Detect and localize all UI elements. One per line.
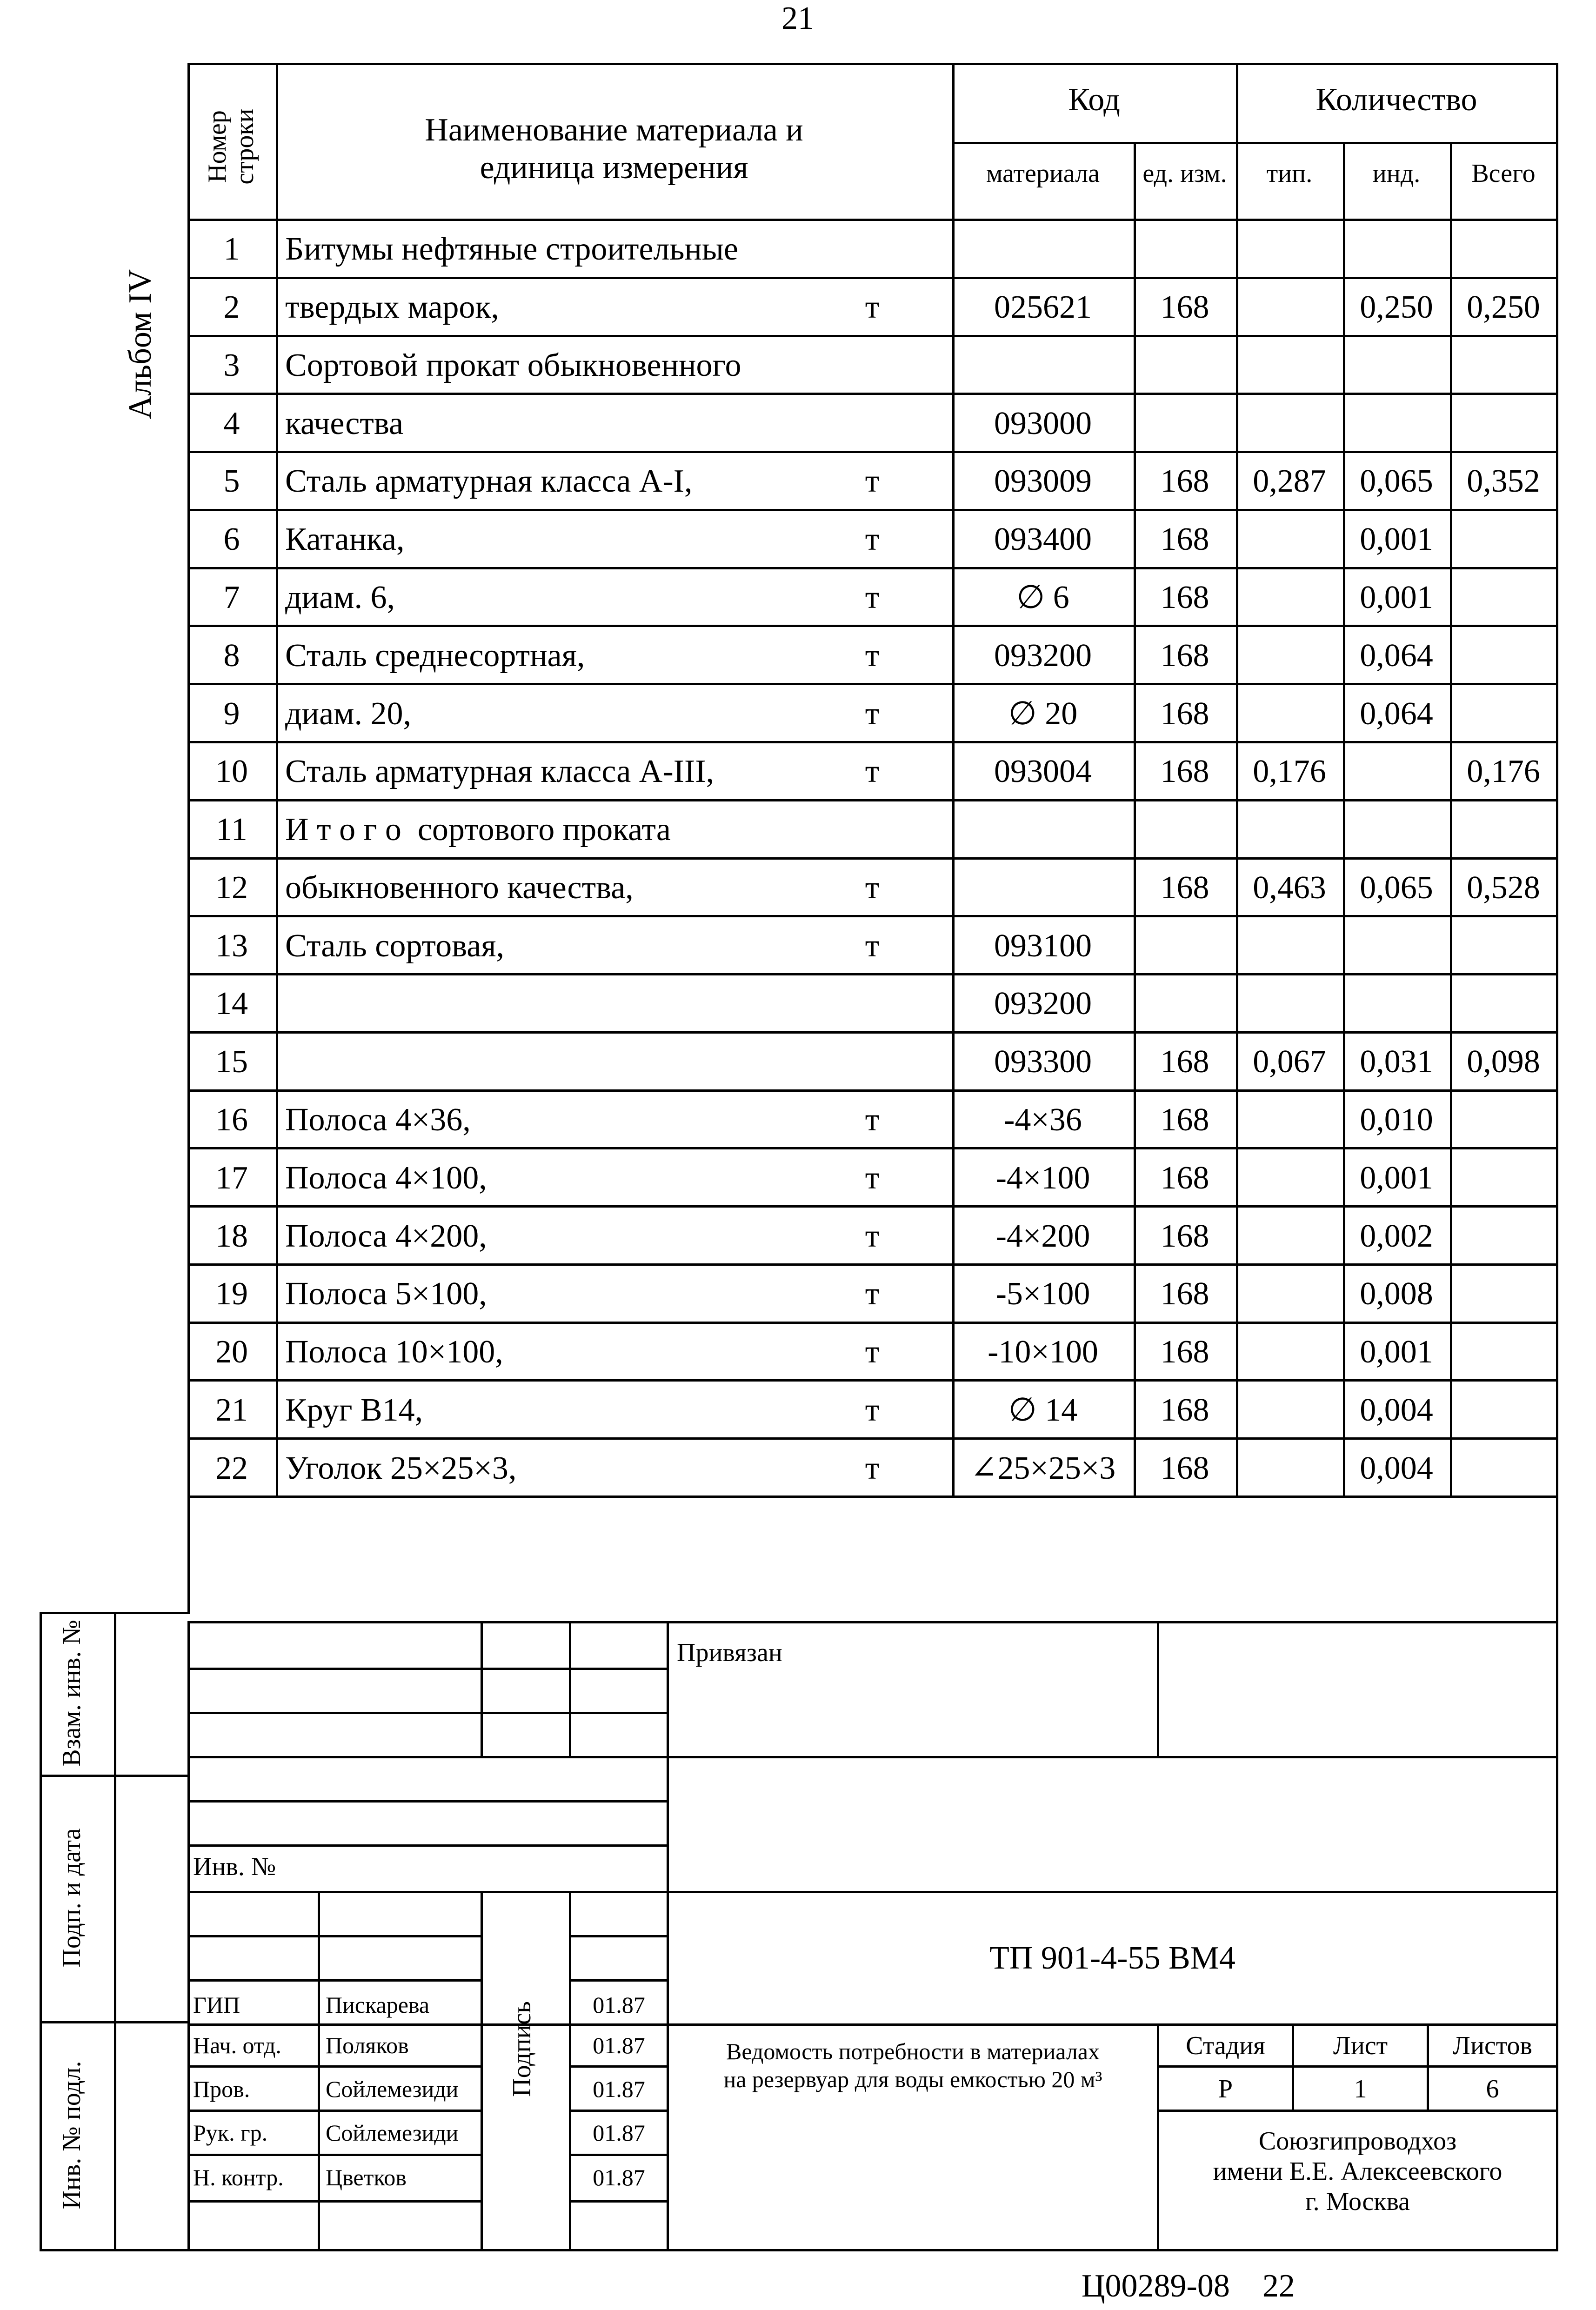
row-number: 19 — [215, 1276, 248, 1312]
row-number: 7 — [223, 580, 240, 615]
signer-role: Н. контр. — [193, 2164, 284, 2190]
row-unit-code: 168 — [1160, 696, 1209, 732]
row-code: 093200 — [994, 638, 1092, 674]
row-qty-total: 0,176 — [1467, 754, 1540, 789]
row-qty-ind: 0,064 — [1360, 638, 1433, 674]
row-unit-code: 168 — [1160, 754, 1209, 789]
row-unit: т — [865, 638, 880, 674]
header-row-number: Номер строки — [203, 108, 259, 185]
header-name: Наименование материала и единица измерения — [425, 112, 803, 186]
header-code-material: материала — [986, 159, 1100, 188]
sheets-value: 6 — [1486, 2075, 1499, 2103]
row-unit-code: 168 — [1160, 1334, 1209, 1370]
row-unit-code: 168 — [1160, 1160, 1209, 1196]
row-qty-typ: 0,067 — [1253, 1044, 1326, 1080]
row-qty-ind: 0,001 — [1360, 1160, 1433, 1196]
row-qty-ind: 0,031 — [1360, 1044, 1433, 1080]
privyazan-label: Привязан — [677, 1638, 782, 1667]
header-qty-ind: инд. — [1372, 159, 1421, 188]
row-qty-ind: 0,001 — [1360, 1334, 1433, 1370]
row-unit: т — [865, 1276, 880, 1312]
row-number: 4 — [223, 406, 240, 441]
row-name: Битумы нефтяные строительные — [285, 231, 738, 267]
header-quantity: Количество — [1316, 82, 1477, 118]
signer-role: Пров. — [193, 2076, 250, 2102]
row-code: -5×100 — [995, 1276, 1090, 1312]
row-unit-code: 168 — [1160, 1392, 1209, 1428]
row-number: 3 — [223, 347, 240, 383]
row-name: Сортовой прокат обыкновенного — [285, 347, 741, 383]
header-qty-typ: тип. — [1266, 159, 1313, 188]
signer-date: 01.87 — [593, 1992, 645, 2018]
row-number: 22 — [215, 1450, 248, 1486]
signer-date: 01.87 — [593, 2164, 645, 2190]
row-name: Сталь среднесортная, — [285, 638, 585, 674]
row-code: 093000 — [994, 406, 1092, 441]
row-number: 15 — [215, 1044, 248, 1080]
row-number: 13 — [215, 928, 248, 964]
row-name: обыкновенного качества, — [285, 870, 634, 906]
row-unit: т — [865, 1392, 880, 1428]
row-unit-code: 168 — [1160, 580, 1209, 615]
signer-role: ГИП — [193, 1992, 240, 2018]
row-unit-code: 168 — [1160, 463, 1209, 499]
row-unit-code: 168 — [1160, 638, 1209, 674]
row-name: Полоса 4×100, — [285, 1160, 487, 1196]
row-code: -4×200 — [995, 1218, 1090, 1254]
row-name: И т о г о сортового проката — [285, 812, 671, 848]
row-qty-ind: 0,010 — [1360, 1102, 1433, 1138]
row-name: Полоса 5×100, — [285, 1276, 487, 1312]
row-unit-code: 168 — [1160, 870, 1209, 906]
org-line2: имени Е.Е. Алексеевского — [1213, 2157, 1503, 2186]
row-qty-total: 0,352 — [1467, 463, 1540, 499]
row-number: 2 — [223, 289, 240, 325]
row-code: 093100 — [994, 928, 1092, 964]
row-unit-code: 168 — [1160, 1450, 1209, 1486]
sheets-label: Листов — [1453, 2031, 1532, 2060]
signer-name: Сойлемезиди — [326, 2076, 459, 2102]
row-name: Сталь арматурная класса А-III, — [285, 754, 715, 789]
row-unit: т — [865, 289, 880, 325]
row-name: Уголок 25×25×3, — [285, 1450, 517, 1486]
sheet-label: Лист — [1333, 2031, 1388, 2060]
signer-name: Пискарева — [326, 1992, 430, 2018]
row-unit-code: 168 — [1160, 1044, 1209, 1080]
header-code-unit: ед. изм. — [1142, 159, 1227, 188]
row-qty-typ: 0,287 — [1253, 463, 1326, 499]
inv-no-label: Инв. № — [193, 1852, 276, 1881]
row-unit: т — [865, 928, 880, 964]
row-number: 10 — [215, 754, 248, 789]
row-code: 093300 — [994, 1044, 1092, 1080]
stamp-podp: Подп. и дата — [57, 1828, 86, 1968]
row-unit: т — [865, 521, 880, 557]
row-qty-typ: 0,176 — [1253, 754, 1326, 789]
document-title-line2: на резервуар для воды емкостью 20 м³ — [723, 2066, 1102, 2092]
row-name: Сталь арматурная класса А-I, — [285, 463, 693, 499]
org-line3: г. Москва — [1305, 2187, 1410, 2216]
row-unit: т — [865, 870, 880, 906]
document-title-line1: Ведомость потребности в материалах — [726, 2038, 1100, 2064]
row-unit-code: 168 — [1160, 1218, 1209, 1254]
row-number: 16 — [215, 1102, 248, 1138]
signer-name: Поляков — [326, 2032, 409, 2058]
row-name: диам. 6, — [285, 580, 395, 615]
row-name: Круг В14, — [285, 1392, 423, 1428]
stage-label: Стадия — [1186, 2031, 1265, 2060]
row-name: твердых марок, — [285, 289, 499, 325]
row-name: Катанка, — [285, 521, 405, 557]
stamp-vzam: Взам. инв. № — [57, 1620, 86, 1767]
signer-date: 01.87 — [593, 2120, 645, 2146]
stage-value: Р — [1218, 2075, 1233, 2103]
row-number: 18 — [215, 1218, 248, 1254]
row-number: 14 — [215, 986, 248, 1021]
row-qty-ind: 0,001 — [1360, 580, 1433, 615]
header-code: Код — [1068, 82, 1120, 118]
row-unit-code: 168 — [1160, 1276, 1209, 1312]
row-unit: т — [865, 580, 880, 615]
row-unit: т — [865, 754, 880, 789]
row-name: Полоса 4×36, — [285, 1102, 471, 1138]
album-label: Альбом IV — [122, 269, 158, 420]
row-code: -10×100 — [988, 1334, 1098, 1370]
stamp-inv: Инв. № подл. — [57, 2061, 86, 2210]
row-unit: т — [865, 1160, 880, 1196]
row-name: диам. 20, — [285, 696, 411, 732]
row-unit: т — [865, 1450, 880, 1486]
row-code: ∅ 14 — [1008, 1392, 1078, 1428]
podpis-label: Подпись — [508, 2001, 536, 2097]
row-unit-code: 168 — [1160, 521, 1209, 557]
document-code: ТП 901-4-55 ВМ4 — [989, 1940, 1235, 1976]
row-qty-ind: 0,064 — [1360, 696, 1433, 732]
row-code: ∅ 20 — [1008, 696, 1078, 732]
row-qty-ind: 0,002 — [1360, 1218, 1433, 1254]
signer-name: Цветков — [326, 2164, 407, 2190]
row-qty-ind: 0,250 — [1360, 289, 1433, 325]
row-number: 17 — [215, 1160, 248, 1196]
row-unit: т — [865, 1334, 880, 1370]
row-number: 1 — [223, 231, 240, 267]
row-name: Полоса 4×200, — [285, 1218, 487, 1254]
row-number: 21 — [215, 1392, 248, 1428]
row-unit-code: 168 — [1160, 1102, 1209, 1138]
row-code: -4×36 — [1004, 1102, 1082, 1138]
org-line1: Союзгипроводхоз — [1258, 2127, 1457, 2156]
row-qty-ind: 0,004 — [1360, 1450, 1433, 1486]
row-name: Сталь сортовая, — [285, 928, 504, 964]
row-number: 9 — [223, 696, 240, 732]
sheet-value: 1 — [1354, 2075, 1367, 2103]
row-number: 20 — [215, 1334, 248, 1370]
row-number: 12 — [215, 870, 248, 906]
signer-role: Нач. отд. — [193, 2032, 281, 2058]
row-unit: т — [865, 463, 880, 499]
row-qty-ind: 0,008 — [1360, 1276, 1433, 1312]
row-code: ∅ 6 — [1016, 580, 1069, 615]
footer-code: Ц00289-08 22 — [1082, 2268, 1295, 2304]
row-code: 093004 — [994, 754, 1092, 789]
page-number: 21 — [781, 0, 814, 36]
signer-date: 01.87 — [593, 2032, 645, 2058]
row-name: качества — [285, 406, 404, 441]
signer-date: 01.87 — [593, 2076, 645, 2102]
row-qty-total: 0,250 — [1467, 289, 1540, 325]
row-unit-code: 168 — [1160, 289, 1209, 325]
row-code: 093009 — [994, 463, 1092, 499]
row-code: -4×100 — [995, 1160, 1090, 1196]
row-name: Полоса 10×100, — [285, 1334, 503, 1370]
row-qty-typ: 0,463 — [1253, 870, 1326, 906]
row-qty-total: 0,528 — [1467, 870, 1540, 906]
row-code: 093200 — [994, 986, 1092, 1021]
row-code: 025621 — [994, 289, 1092, 325]
row-number: 6 — [223, 521, 240, 557]
row-qty-ind: 0,065 — [1360, 463, 1433, 499]
header-qty-total: Всего — [1471, 159, 1536, 188]
row-number: 5 — [223, 463, 240, 499]
row-qty-total: 0,098 — [1467, 1044, 1540, 1080]
row-unit: т — [865, 1218, 880, 1254]
row-number: 11 — [216, 812, 247, 848]
row-qty-ind: 0,004 — [1360, 1392, 1433, 1428]
row-unit: т — [865, 696, 880, 732]
row-code: 093400 — [994, 521, 1092, 557]
signer-name: Сойлемезиди — [326, 2120, 459, 2146]
row-code: ∠25×25×3 — [970, 1450, 1116, 1486]
row-number: 8 — [223, 638, 240, 674]
signer-role: Рук. гр. — [193, 2120, 268, 2146]
row-qty-ind: 0,001 — [1360, 521, 1433, 557]
row-qty-ind: 0,065 — [1360, 870, 1433, 906]
row-unit: т — [865, 1102, 880, 1138]
